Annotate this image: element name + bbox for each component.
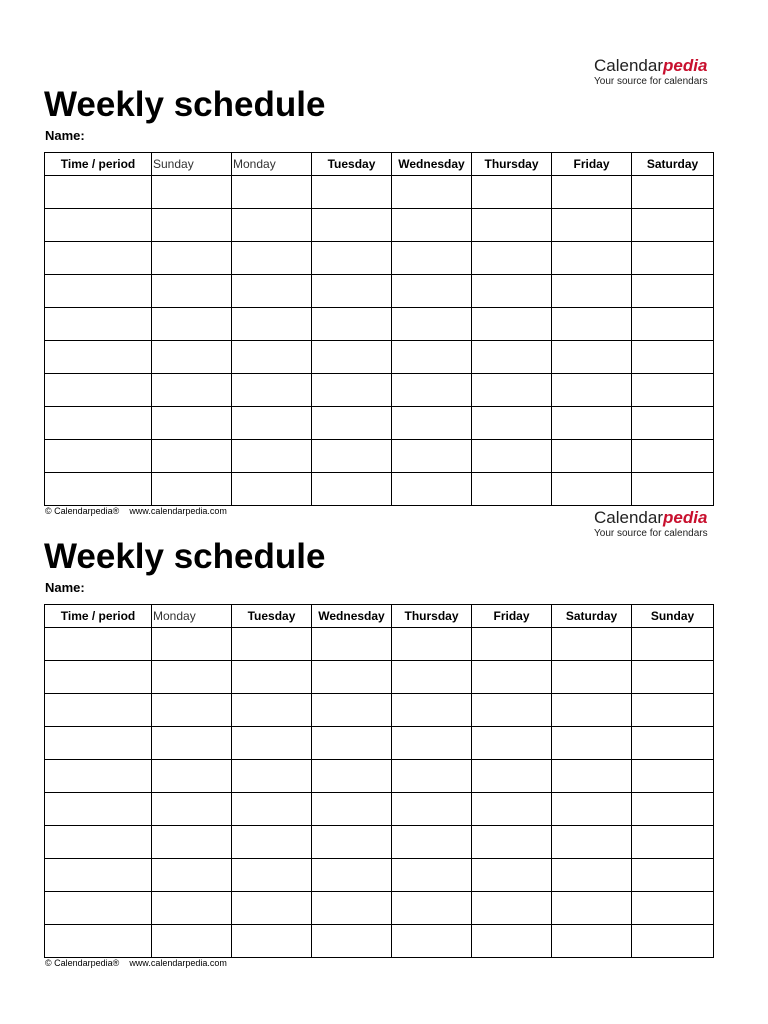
time-period-cell[interactable] xyxy=(45,176,152,209)
column-header-day: Friday xyxy=(552,153,632,176)
schedule-cell[interactable] xyxy=(552,176,632,209)
schedule-cell[interactable] xyxy=(152,440,232,473)
time-period-cell[interactable] xyxy=(45,275,152,308)
column-header-day: Monday xyxy=(152,605,232,628)
schedule-cell[interactable] xyxy=(472,407,552,440)
schedule-cell[interactable] xyxy=(312,892,392,925)
logo-brand-main: Calendar xyxy=(594,56,663,75)
schedule-cell[interactable] xyxy=(632,308,714,341)
schedule-cell[interactable] xyxy=(472,859,552,892)
schedule-row xyxy=(45,209,714,242)
schedule-cell[interactable] xyxy=(152,694,232,727)
schedule-cell[interactable] xyxy=(152,176,232,209)
column-header-day: Wednesday xyxy=(312,605,392,628)
schedule-cell[interactable] xyxy=(232,275,312,308)
schedule-row xyxy=(45,925,714,958)
time-period-cell[interactable] xyxy=(45,308,152,341)
schedule-cell[interactable] xyxy=(632,760,714,793)
schedule-cell[interactable] xyxy=(632,440,714,473)
schedule-cell[interactable] xyxy=(552,407,632,440)
schedule-row xyxy=(45,407,714,440)
schedule-cell[interactable] xyxy=(632,209,714,242)
schedule-cell[interactable] xyxy=(552,727,632,760)
schedule-cell[interactable] xyxy=(312,760,392,793)
schedule-cell[interactable] xyxy=(552,859,632,892)
schedule-cell[interactable] xyxy=(472,275,552,308)
schedule-cell[interactable] xyxy=(632,176,714,209)
schedule-cell[interactable] xyxy=(312,661,392,694)
schedule-row xyxy=(45,440,714,473)
footer-url: www.calendarpedia.com xyxy=(129,506,227,516)
schedule-cell[interactable] xyxy=(392,275,472,308)
column-header-day: Tuesday xyxy=(232,605,312,628)
column-header-time-period: Time / period xyxy=(45,153,152,176)
schedule-cell[interactable] xyxy=(472,176,552,209)
schedule-row xyxy=(45,341,714,374)
schedule-cell[interactable] xyxy=(552,341,632,374)
schedule-cell[interactable] xyxy=(232,242,312,275)
column-header-day: Thursday xyxy=(392,605,472,628)
schedule-cell[interactable] xyxy=(152,793,232,826)
time-period-cell[interactable] xyxy=(45,209,152,242)
schedule-cell[interactable] xyxy=(552,925,632,958)
schedule-cell[interactable] xyxy=(392,341,472,374)
schedule-cell[interactable] xyxy=(152,727,232,760)
schedule-cell[interactable] xyxy=(392,694,472,727)
schedule-row xyxy=(45,793,714,826)
schedule-cell[interactable] xyxy=(392,308,472,341)
schedule-cell[interactable] xyxy=(472,760,552,793)
schedule-cell[interactable] xyxy=(392,661,472,694)
schedule-cell[interactable] xyxy=(232,440,312,473)
column-header-day: Thursday xyxy=(472,153,552,176)
footer-url: www.calendarpedia.com xyxy=(129,958,227,968)
schedule-row xyxy=(45,176,714,209)
schedule-row xyxy=(45,275,714,308)
logo-brand-main: Calendar xyxy=(594,508,663,527)
schedule-cell[interactable] xyxy=(552,760,632,793)
schedule-cell[interactable] xyxy=(552,374,632,407)
calendarpedia-logo xyxy=(594,508,724,540)
footer xyxy=(45,958,227,969)
schedule-table xyxy=(44,604,714,958)
schedule-cell[interactable] xyxy=(552,892,632,925)
logo-wordmark xyxy=(594,56,724,76)
schedule-cell[interactable] xyxy=(232,308,312,341)
schedule-table xyxy=(44,152,714,506)
schedule-cell[interactable] xyxy=(552,628,632,661)
schedule-row xyxy=(45,242,714,275)
schedule-cell[interactable] xyxy=(232,826,312,859)
name-label: Name: xyxy=(45,580,85,595)
time-period-cell[interactable] xyxy=(45,473,152,506)
schedule-cell[interactable] xyxy=(632,242,714,275)
page-title: Weekly schedule xyxy=(44,537,326,576)
schedule-cell[interactable] xyxy=(632,407,714,440)
schedule-cell[interactable] xyxy=(152,760,232,793)
schedule-cell[interactable] xyxy=(312,341,392,374)
schedule-row xyxy=(45,694,714,727)
logo-tagline: Your source for calendars xyxy=(594,76,708,87)
schedule-cell[interactable] xyxy=(392,727,472,760)
schedule-cell[interactable] xyxy=(312,407,392,440)
schedule-cell[interactable] xyxy=(232,341,312,374)
schedule-cell[interactable] xyxy=(232,628,312,661)
schedule-cell[interactable] xyxy=(232,473,312,506)
schedule-cell[interactable] xyxy=(312,209,392,242)
column-header-day: Sunday xyxy=(152,153,232,176)
schedule-cell[interactable] xyxy=(552,209,632,242)
calendarpedia-logo xyxy=(594,56,724,88)
schedule-cell[interactable] xyxy=(472,694,552,727)
footer xyxy=(45,506,227,517)
schedule-cell[interactable] xyxy=(632,892,714,925)
schedule-cell[interactable] xyxy=(552,275,632,308)
schedule-cell[interactable] xyxy=(152,374,232,407)
schedule-cell[interactable] xyxy=(632,275,714,308)
schedule-cell[interactable] xyxy=(632,727,714,760)
schedule-cell[interactable] xyxy=(392,859,472,892)
schedule-cell[interactable] xyxy=(312,628,392,661)
schedule-cell[interactable] xyxy=(392,374,472,407)
schedule-row xyxy=(45,727,714,760)
schedule-cell[interactable] xyxy=(552,440,632,473)
schedule-row xyxy=(45,374,714,407)
schedule-cell[interactable] xyxy=(312,275,392,308)
time-period-cell[interactable] xyxy=(45,727,152,760)
schedule-cell[interactable] xyxy=(472,308,552,341)
schedule-cell[interactable] xyxy=(312,473,392,506)
schedule-cell[interactable] xyxy=(232,374,312,407)
schedule-cell[interactable] xyxy=(632,661,714,694)
schedule-cell[interactable] xyxy=(232,661,312,694)
schedule-row xyxy=(45,859,714,892)
schedule-cell[interactable] xyxy=(392,793,472,826)
time-period-cell[interactable] xyxy=(45,440,152,473)
schedule-cell[interactable] xyxy=(392,760,472,793)
column-header-day: Wednesday xyxy=(392,153,472,176)
column-header-day: Saturday xyxy=(632,153,714,176)
schedule-cell[interactable] xyxy=(312,727,392,760)
schedule-cell[interactable] xyxy=(392,892,472,925)
schedule-cell[interactable] xyxy=(232,727,312,760)
schedule-cell[interactable] xyxy=(392,826,472,859)
time-period-cell[interactable] xyxy=(45,341,152,374)
time-period-cell[interactable] xyxy=(45,859,152,892)
column-header-day: Monday xyxy=(232,153,312,176)
schedule-cell[interactable] xyxy=(472,826,552,859)
footer-copyright: © Calendarpedia® xyxy=(45,506,120,516)
time-period-cell[interactable] xyxy=(45,925,152,958)
schedule-row xyxy=(45,308,714,341)
schedule-cell[interactable] xyxy=(392,473,472,506)
page-title: Weekly schedule xyxy=(44,85,326,124)
schedule-cell[interactable] xyxy=(152,242,232,275)
schedule-cell[interactable] xyxy=(472,727,552,760)
column-header-time-period: Time / period xyxy=(45,605,152,628)
schedule-body xyxy=(45,176,714,506)
schedule-cell[interactable] xyxy=(152,661,232,694)
schedule-row xyxy=(45,473,714,506)
schedule-cell[interactable] xyxy=(312,176,392,209)
schedule-cell[interactable] xyxy=(472,440,552,473)
schedule-cell[interactable] xyxy=(472,473,552,506)
schedule-cell[interactable] xyxy=(392,628,472,661)
time-period-cell[interactable] xyxy=(45,826,152,859)
column-header-day: Friday xyxy=(472,605,552,628)
schedule-cell[interactable] xyxy=(472,793,552,826)
logo-wordmark xyxy=(594,508,724,528)
column-header-day: Saturday xyxy=(552,605,632,628)
schedule-cell[interactable] xyxy=(632,694,714,727)
schedule-cell[interactable] xyxy=(392,440,472,473)
schedule-cell[interactable] xyxy=(312,694,392,727)
schedule-row xyxy=(45,628,714,661)
schedule-cell[interactable] xyxy=(312,859,392,892)
schedule-cell[interactable] xyxy=(472,628,552,661)
schedule-cell[interactable] xyxy=(312,925,392,958)
schedule-cell[interactable] xyxy=(232,407,312,440)
header-row xyxy=(45,153,714,176)
schedule-cell[interactable] xyxy=(472,242,552,275)
schedule-row xyxy=(45,826,714,859)
schedule-cell[interactable] xyxy=(312,826,392,859)
schedule-cell[interactable] xyxy=(552,661,632,694)
logo-brand-accent: pedia xyxy=(663,56,708,75)
schedule-cell[interactable] xyxy=(232,859,312,892)
schedule-cell[interactable] xyxy=(552,473,632,506)
schedule-cell[interactable] xyxy=(152,407,232,440)
time-period-cell[interactable] xyxy=(45,793,152,826)
schedule-cell[interactable] xyxy=(632,628,714,661)
schedule-cell[interactable] xyxy=(152,275,232,308)
schedule-cell[interactable] xyxy=(392,176,472,209)
schedule-cell[interactable] xyxy=(392,209,472,242)
column-header-day: Sunday xyxy=(632,605,714,628)
schedule-cell[interactable] xyxy=(632,925,714,958)
schedule-row xyxy=(45,661,714,694)
schedule-cell[interactable] xyxy=(472,374,552,407)
footer-copyright: © Calendarpedia® xyxy=(45,958,120,968)
time-period-cell[interactable] xyxy=(45,407,152,440)
header-row xyxy=(45,605,714,628)
schedule-cell[interactable] xyxy=(232,694,312,727)
schedule-cell[interactable] xyxy=(552,826,632,859)
name-label: Name: xyxy=(45,128,85,143)
logo-tagline: Your source for calendars xyxy=(594,528,708,539)
schedule-cell[interactable] xyxy=(632,793,714,826)
schedule-cell[interactable] xyxy=(152,826,232,859)
schedule-cell[interactable] xyxy=(232,209,312,242)
schedule-row xyxy=(45,760,714,793)
schedule-cell[interactable] xyxy=(632,473,714,506)
schedule-cell[interactable] xyxy=(392,407,472,440)
schedule-cell[interactable] xyxy=(232,925,312,958)
schedule-cell[interactable] xyxy=(152,341,232,374)
logo-brand-accent: pedia xyxy=(663,508,708,527)
schedule-cell[interactable] xyxy=(152,209,232,242)
schedule-cell[interactable] xyxy=(472,925,552,958)
time-period-cell[interactable] xyxy=(45,694,152,727)
time-period-cell[interactable] xyxy=(45,242,152,275)
schedule-cell[interactable] xyxy=(232,760,312,793)
schedule-cell[interactable] xyxy=(152,473,232,506)
schedule-cell[interactable] xyxy=(312,793,392,826)
schedule-cell[interactable] xyxy=(152,892,232,925)
time-period-cell[interactable] xyxy=(45,661,152,694)
schedule-cell[interactable] xyxy=(472,209,552,242)
schedule-cell[interactable] xyxy=(472,892,552,925)
schedule-cell[interactable] xyxy=(312,242,392,275)
time-period-cell[interactable] xyxy=(45,374,152,407)
schedule-cell[interactable] xyxy=(392,242,472,275)
schedule-cell[interactable] xyxy=(152,925,232,958)
schedule-cell[interactable] xyxy=(232,176,312,209)
schedule-cell[interactable] xyxy=(552,694,632,727)
schedule-body xyxy=(45,628,714,958)
schedule-cell[interactable] xyxy=(472,341,552,374)
schedule-cell[interactable] xyxy=(632,826,714,859)
schedule-cell[interactable] xyxy=(232,892,312,925)
schedule-cell[interactable] xyxy=(552,308,632,341)
schedule-cell[interactable] xyxy=(632,859,714,892)
schedule-cell[interactable] xyxy=(552,793,632,826)
schedule-cell[interactable] xyxy=(472,661,552,694)
schedule-cell[interactable] xyxy=(312,440,392,473)
schedule-cell[interactable] xyxy=(152,628,232,661)
schedule-cell[interactable] xyxy=(312,374,392,407)
schedule-cell[interactable] xyxy=(152,859,232,892)
schedule-cell[interactable] xyxy=(152,308,232,341)
time-period-cell[interactable] xyxy=(45,760,152,793)
time-period-cell[interactable] xyxy=(45,892,152,925)
schedule-cell[interactable] xyxy=(552,242,632,275)
schedule-cell[interactable] xyxy=(632,374,714,407)
column-header-day: Tuesday xyxy=(312,153,392,176)
schedule-cell[interactable] xyxy=(632,341,714,374)
schedule-cell[interactable] xyxy=(392,925,472,958)
time-period-cell[interactable] xyxy=(45,628,152,661)
schedule-cell[interactable] xyxy=(232,793,312,826)
schedule-cell[interactable] xyxy=(312,308,392,341)
schedule-row xyxy=(45,892,714,925)
